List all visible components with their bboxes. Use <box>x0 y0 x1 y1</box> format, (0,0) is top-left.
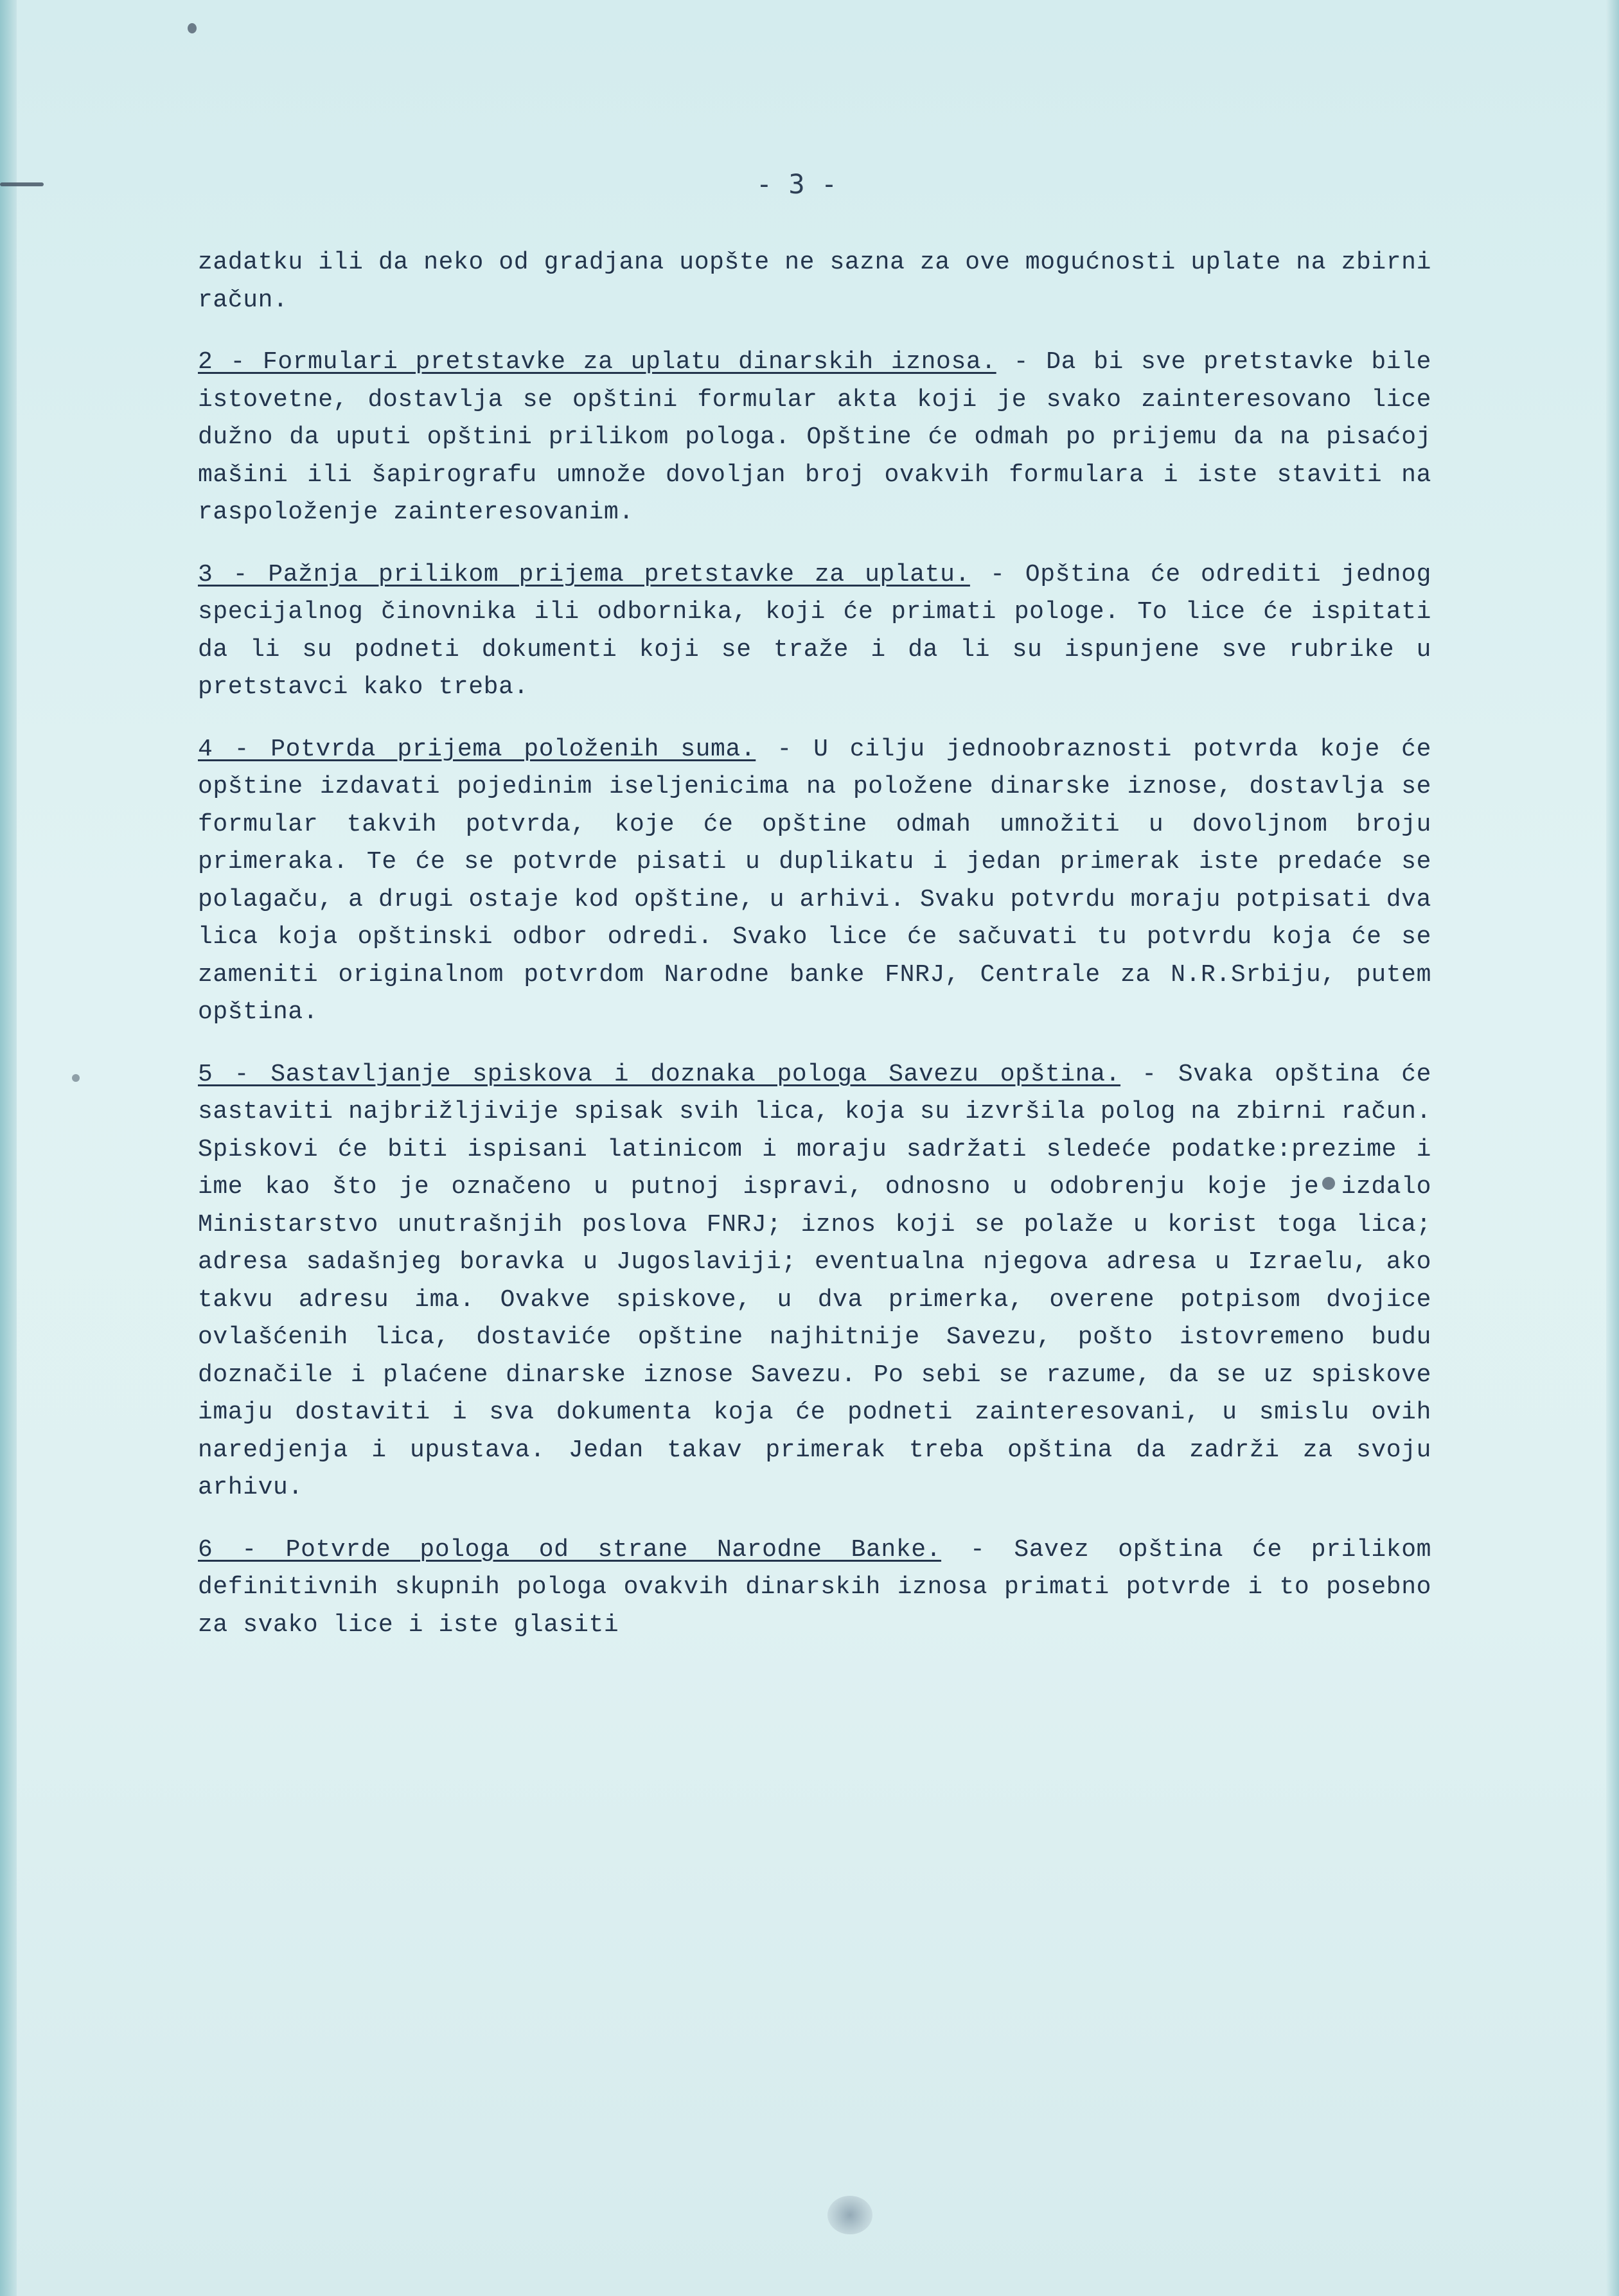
section-5-sastavljanje <box>198 1056 1431 1507</box>
margin-mark <box>0 182 44 186</box>
paragraph-text: - Svaka opština će sastaviti najbrižljivije spisak svih lica, koja su izvršila polog na zbirni račun. Spiskovi će biti ispisani latinicom i moraju sadržati sledeće podatke:prezime i ime kao što je označeno u putnoj ispravi, odnosno u odobrenju koje je izdalo Ministarstvo unutrašnjih poslova FNRJ; iznos koji se polaže u korist toga lica; adresa sadašnjeg boravka u Jugoslaviji; eventualna njegova adresa u Izraelu, ako takvu adresu ima. Ovakve spiskove, u dva primerka, overene potpisom dvojice ovlašćenih lica, dostaviće opštine najhitnije Savezu, pošto istovremeno budu doznačile i plaćene dinarske iznose Savezu. Po sebi se razume, da se uz spiskove imaju dostaviti i sva dokumenta koja će podneti zainteresovani, u smislu ovih naredjenja i upustava. Jedan takav primerak treba opština da zadrži za svoju arhivu. <box>198 1060 1432 1501</box>
ink-blot <box>188 23 197 33</box>
page-edge-right <box>1606 0 1619 2296</box>
section-heading: 6 - Potvrde pologa od strane Narodne Banke. <box>198 1535 942 1564</box>
paragraph-text: - Savez opština će prilikom definitivnih skupnih pologa ovakvih dinarskih iznosa primati potvrde i to posebno za svako lice i iste glasiti <box>198 1535 1432 1639</box>
section-heading: 2 - Formulari pretstavke za uplatu dinarskih iznosa. <box>198 348 996 376</box>
section-heading: 5 - Sastavljanje spiskova i doznaka pologa Savezu opština. <box>198 1060 1121 1088</box>
ink-blot <box>72 1074 80 1082</box>
section-heading: 3 - Pažnja prilikom prijema pretstavke za uplatu. <box>198 560 970 588</box>
section-6-potvrde <box>198 1532 1431 1645</box>
paragraph-text: - Da bi sve pretstavke bile istovetne, dostavlja se opštini formular akta koji je svako zainteresovano lice dužno da uputi opštini prilikom pologa. Opštine će odmah po prijemu da na pisaćoj mašini ili šapirografu umnože dovoljan broj ovakvih formulara i iste staviti na raspoloženje zainteresovanim. <box>198 348 1431 526</box>
document-body <box>198 244 1431 1644</box>
paragraph-text: - Opština će odrediti jednog specijalnog činovnika ili odbornika, koji će primati pologe. To lice će ispitati da li su podneti dokumenti koji se traže i da li su ispunjene sve rubrike u pretstavci kako treba. <box>198 560 1431 701</box>
paragraph-text: zadatku ili da neko od gradjana uopšte ne sazna za ove mogućnosti uplate na zbirni račun. <box>198 249 1431 314</box>
section-heading: 4 - Potvrda prijema položenih suma. <box>198 735 756 763</box>
section-4-potvrda <box>198 731 1431 1032</box>
paragraph-continuation <box>198 244 1431 319</box>
section-2-formulari <box>198 344 1431 532</box>
page-number: - 3 - <box>756 168 838 200</box>
section-3-paznja <box>198 556 1431 707</box>
paragraph-text: - U cilju jednoobraznosti potvrda koje će opštine izdavati pojedinim iseljenicima na položene dinarske iznose, dostavlja se formular takvih potvrda, koje će opštine odmah umnožiti u dovoljnom broju primeraka. Te će se potvrde pisati u duplikatu i jedan primerak iste predaće se polagaču, a drugi ostaje kod opštine, u arhivi. Svaku potvrdu moraju potpisati dva lica koja opštinski odbor odredi. Svako lice će sačuvati tu potvrdu koja će se zameniti originalnom potvrdom Narodne banke FNRJ, Centrale za N.R.Srbiju, putem opština. <box>198 735 1431 1026</box>
binder-hole <box>827 2196 872 2234</box>
page-edge-left <box>0 0 17 2296</box>
